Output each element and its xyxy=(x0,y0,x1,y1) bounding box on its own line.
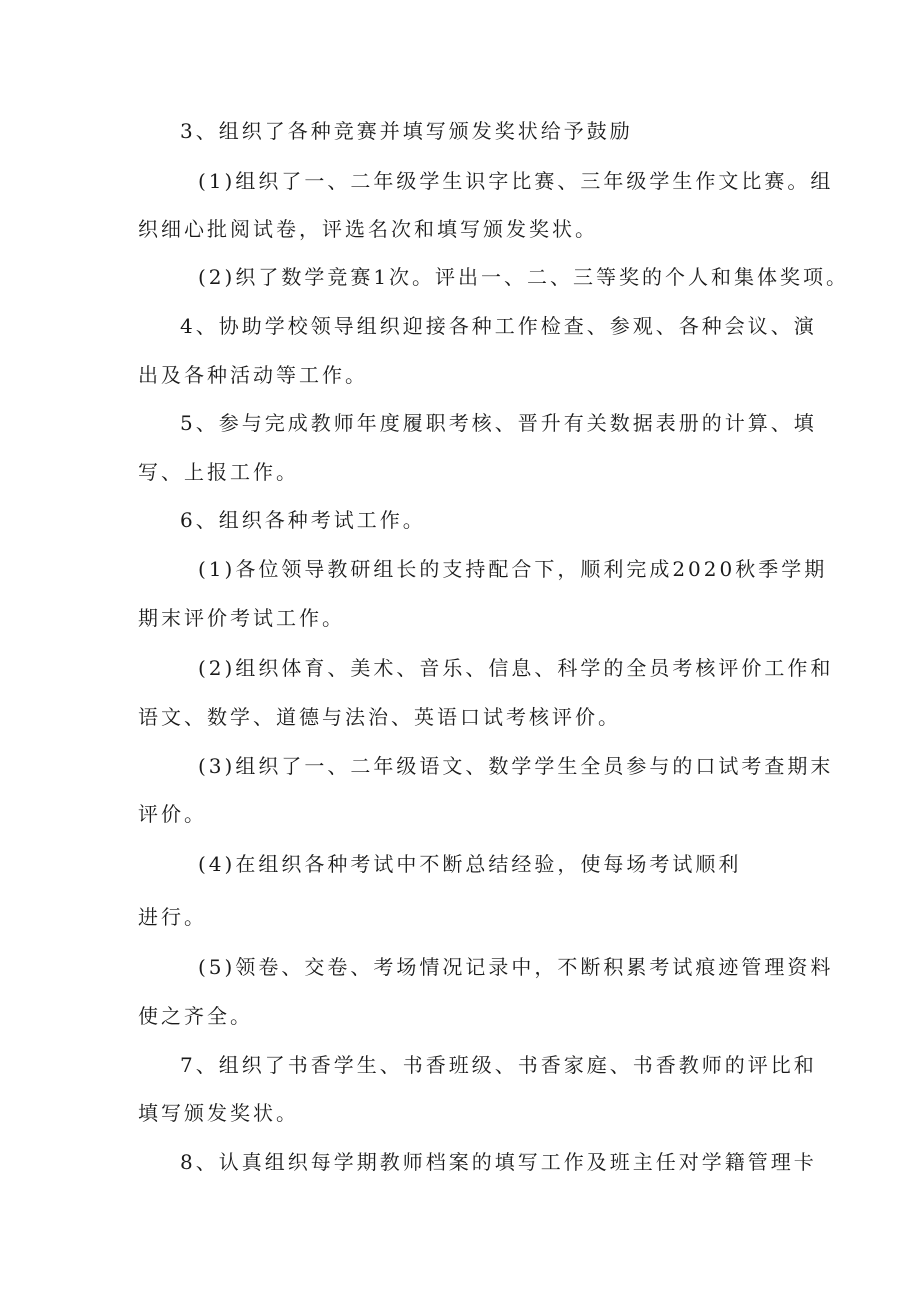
item-6-1-line-2: 期末评价考试工作。 xyxy=(138,606,345,630)
item-6-4-line-2: 进行。 xyxy=(138,905,207,929)
paragraph-7-line-2: 填写颁发奖状。 xyxy=(138,1101,299,1125)
item-6-4-line-1: (4)在组织各种考试中不断总结经验，使每场考试顺利 xyxy=(198,852,742,876)
item-6-5-line-1: (5)领卷、交卷、考场情况记录中，不断积累考试痕迹管理资料 xyxy=(198,955,834,979)
paragraph-6-line-1: 6、组织各种考试工作。 xyxy=(180,508,426,532)
paragraph-5-line-1: 5、参与完成教师年度履职考核、晋升有关数据表册的计算、填 xyxy=(180,411,817,435)
paragraph-8-line-1: 8、认真组织每学期教师档案的填写工作及班主任对学籍管理卡 xyxy=(180,1150,817,1174)
item-6-3-line-1: (3)组织了一、二年级语文、数学学生全员参与的口试考查期末 xyxy=(198,754,834,778)
item-6-5-line-2: 使之齐全。 xyxy=(138,1004,253,1028)
paragraph-4-line-2: 出及各种活动等工作。 xyxy=(138,363,368,387)
paragraph-3-line-1: 3、组织了各种竞赛并填写颁发奖状给予鼓励 xyxy=(180,119,633,143)
paragraph-7-line-1: 7、组织了书香学生、书香班级、书香家庭、书香教师的评比和 xyxy=(180,1053,817,1077)
item-6-3-line-2: 评价。 xyxy=(138,802,207,826)
item-6-1-line-1: (1)各位领导教研组长的支持配合下，顺利完成2020秋季学期 xyxy=(198,557,828,581)
item-3-1-line-1: (1)组织了一、二年级学生识字比赛、三年级学生作文比赛。组 xyxy=(198,169,834,193)
item-3-2-line-1: (2)织了数学竞赛1次。评出一、二、三等奖的个人和集体奖项。 xyxy=(198,265,850,289)
item-6-2-line-1: (2)组织体育、美术、音乐、信息、科学的全员考核评价工作和 xyxy=(198,656,834,680)
paragraph-4-line-1: 4、协助学校领导组织迎接各种工作检查、参观、各种会议、演 xyxy=(180,314,817,338)
item-3-1-line-2: 织细心批阅试卷，评选名次和填写颁发奖状。 xyxy=(138,217,598,241)
paragraph-5-line-2: 写、上报工作。 xyxy=(138,460,299,484)
item-6-2-line-2: 语文、数学、道德与法治、英语口试考核评价。 xyxy=(138,705,621,729)
